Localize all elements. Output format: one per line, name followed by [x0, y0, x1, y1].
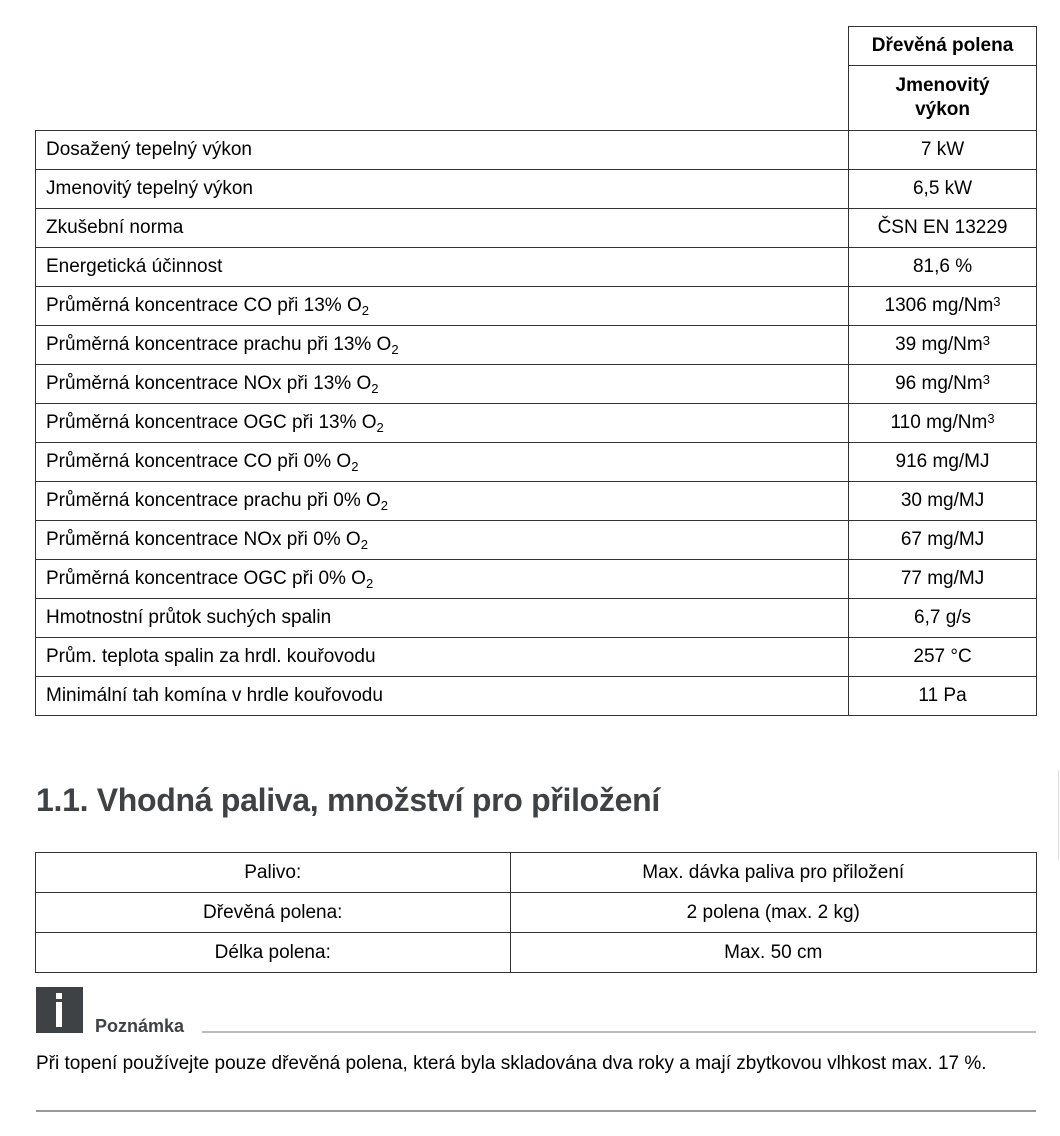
fuel-cell-label: Délka polena:	[36, 933, 511, 973]
spec-value-text: 39 mg/Nm	[895, 334, 983, 355]
fuel-table-row	[36, 893, 1037, 933]
spec-value	[849, 521, 1037, 560]
spec-value-text: 6,5 kW	[912, 178, 973, 199]
spec-value-text: 81,6 %	[912, 256, 973, 277]
spec-label-text: Průměrná koncentrace CO při 13% O	[46, 295, 362, 316]
spec-label	[36, 443, 849, 482]
spec-value-superscript: 3	[993, 294, 1001, 309]
fuel-header-max-dose: Max. dávka paliva pro přiložení	[510, 853, 1036, 893]
spec-table-row	[36, 365, 1037, 404]
spec-label-text: Dosažený tepelný výkon	[46, 139, 252, 160]
spec-table-row	[36, 560, 1037, 599]
spec-value-superscript: 3	[987, 411, 995, 426]
spec-table-row	[36, 131, 1037, 170]
spec-value	[849, 170, 1037, 209]
spec-label	[36, 365, 849, 404]
spec-label-subscript: 2	[376, 420, 384, 435]
spec-value-text: 96 mg/Nm	[895, 373, 983, 394]
spec-label	[36, 209, 849, 248]
info-icon-stem	[56, 1002, 62, 1027]
spec-value	[849, 404, 1037, 443]
spec-value	[849, 638, 1037, 677]
spec-value-text: 7 kW	[920, 139, 965, 160]
spec-table-row	[36, 521, 1037, 560]
section-heading: 1.1. Vhodná paliva, množství pro přiložení	[36, 782, 660, 818]
spec-value-text: 77 mg/MJ	[900, 568, 985, 589]
note-text: Při topení používejte pouze dřevěná polena, která byla skladována dva roky a mají zbytkovou vlhkost max. 17 %.	[36, 1053, 987, 1074]
spec-value-text: 30 mg/MJ	[900, 490, 985, 511]
spec-value-text: 916 mg/MJ	[895, 451, 990, 472]
spec-value	[849, 326, 1037, 365]
spec-table-row	[36, 170, 1037, 209]
spec-label-text: Průměrná koncentrace prachu při 13% O	[46, 334, 392, 355]
info-icon	[36, 987, 83, 1033]
spec-label	[36, 404, 849, 443]
fuel-cell-value: 2 polena (max. 2 kg)	[510, 893, 1036, 933]
spec-table-row	[36, 677, 1037, 716]
spec-header-empty	[36, 27, 849, 66]
fuel-table	[35, 852, 1037, 973]
spec-label-text: Průměrná koncentrace OGC při 13% O	[46, 412, 377, 433]
fuel-cell-value: Max. 50 cm	[510, 933, 1036, 973]
spec-value-superscript: 3	[982, 333, 990, 348]
spec-label-text: Průměrná koncentrace prachu při 0% O	[46, 490, 381, 511]
spec-label	[36, 248, 849, 287]
spec-label-text: Průměrná koncentrace OGC při 0% O	[46, 568, 366, 589]
spec-label-text: Prům. teplota spalin za hrdl. kouřovodu	[46, 646, 376, 667]
spec-label-text: Jmenovitý tepelný výkon	[46, 178, 253, 199]
fuel-table-header-row	[36, 853, 1037, 893]
spec-value	[849, 599, 1037, 638]
spec-value-text: 11 Pa	[918, 685, 967, 706]
spec-label-text: Minimální tah komína v hrdle kouřovodu	[46, 685, 383, 706]
spec-label	[36, 131, 849, 170]
spec-value-text: 1306 mg/Nm	[884, 295, 994, 316]
spec-label	[36, 677, 849, 716]
note-title: Poznámka	[95, 1016, 185, 1036]
spec-value	[849, 287, 1037, 326]
fuel-table-row	[36, 933, 1037, 973]
spec-value	[849, 365, 1037, 404]
spec-label-subscript: 2	[365, 576, 374, 591]
spec-header-row-fuel	[36, 27, 1037, 66]
spec-value-text: 67 mg/MJ	[900, 529, 985, 550]
spec-label-subscript: 2	[360, 537, 368, 552]
spec-value	[849, 248, 1037, 287]
spec-table-row	[36, 482, 1037, 521]
spec-label-text: Zkušební norma	[46, 217, 184, 238]
spec-table-row	[36, 443, 1037, 482]
spec-label-subscript: 2	[380, 498, 389, 513]
note-divider	[202, 1031, 1036, 1033]
spec-label-text: Průměrná koncentrace CO při 0% O	[46, 451, 352, 472]
spec-label	[36, 482, 849, 521]
spec-label	[36, 560, 849, 599]
spec-label-text: Průměrná koncentrace NOx při 0% O	[46, 529, 361, 550]
spec-value	[849, 131, 1037, 170]
spec-value	[849, 560, 1037, 599]
spec-value	[849, 482, 1037, 521]
spec-value	[849, 209, 1037, 248]
spec-header-fuel: Dřevěná polena	[849, 27, 1037, 66]
spec-table-row	[36, 248, 1037, 287]
spec-label-subscript: 2	[391, 342, 399, 357]
fuel-header-fuel: Palivo:	[36, 853, 511, 893]
spec-value-superscript: 3	[982, 372, 990, 387]
spec-header-empty	[36, 66, 849, 131]
spec-label	[36, 599, 849, 638]
spec-table-row	[36, 209, 1037, 248]
spec-table-row	[36, 599, 1037, 638]
spec-label-subscript: 2	[361, 303, 369, 318]
spec-label-text: Hmotnostní průtok suchých spalin	[46, 607, 332, 628]
spec-label	[36, 326, 849, 365]
spec-value-text: 6,7 g/s	[914, 607, 972, 628]
spec-label	[36, 170, 849, 209]
spec-value-text: ČSN EN 13229	[877, 217, 1008, 238]
spec-label-text: Průměrná koncentrace NOx při 13% O	[46, 373, 372, 394]
spec-table	[35, 26, 1037, 716]
spec-value-text: 257 °C	[913, 646, 972, 667]
info-icon-dot	[56, 993, 62, 999]
note-bottom-divider	[36, 1110, 1036, 1112]
spec-table-row	[36, 287, 1037, 326]
page-edge-mark	[1058, 770, 1059, 860]
spec-table-row	[36, 326, 1037, 365]
spec-label	[36, 287, 849, 326]
spec-value	[849, 677, 1037, 716]
spec-header-mode-text: Jmenovitý výkon	[895, 75, 990, 120]
fuel-cell-label: Dřevěná polena:	[36, 893, 511, 933]
spec-header-row-mode	[36, 66, 1037, 131]
spec-table-row	[36, 638, 1037, 677]
spec-value	[849, 443, 1037, 482]
spec-label	[36, 521, 849, 560]
spec-label-subscript: 2	[371, 381, 379, 396]
spec-label-subscript: 2	[351, 459, 359, 474]
spec-table-row	[36, 404, 1037, 443]
spec-value-text: 110 mg/Nm	[890, 412, 988, 433]
spec-label	[36, 638, 849, 677]
spec-header-mode	[849, 66, 1037, 131]
spec-label-text: Energetická účinnost	[46, 256, 223, 277]
